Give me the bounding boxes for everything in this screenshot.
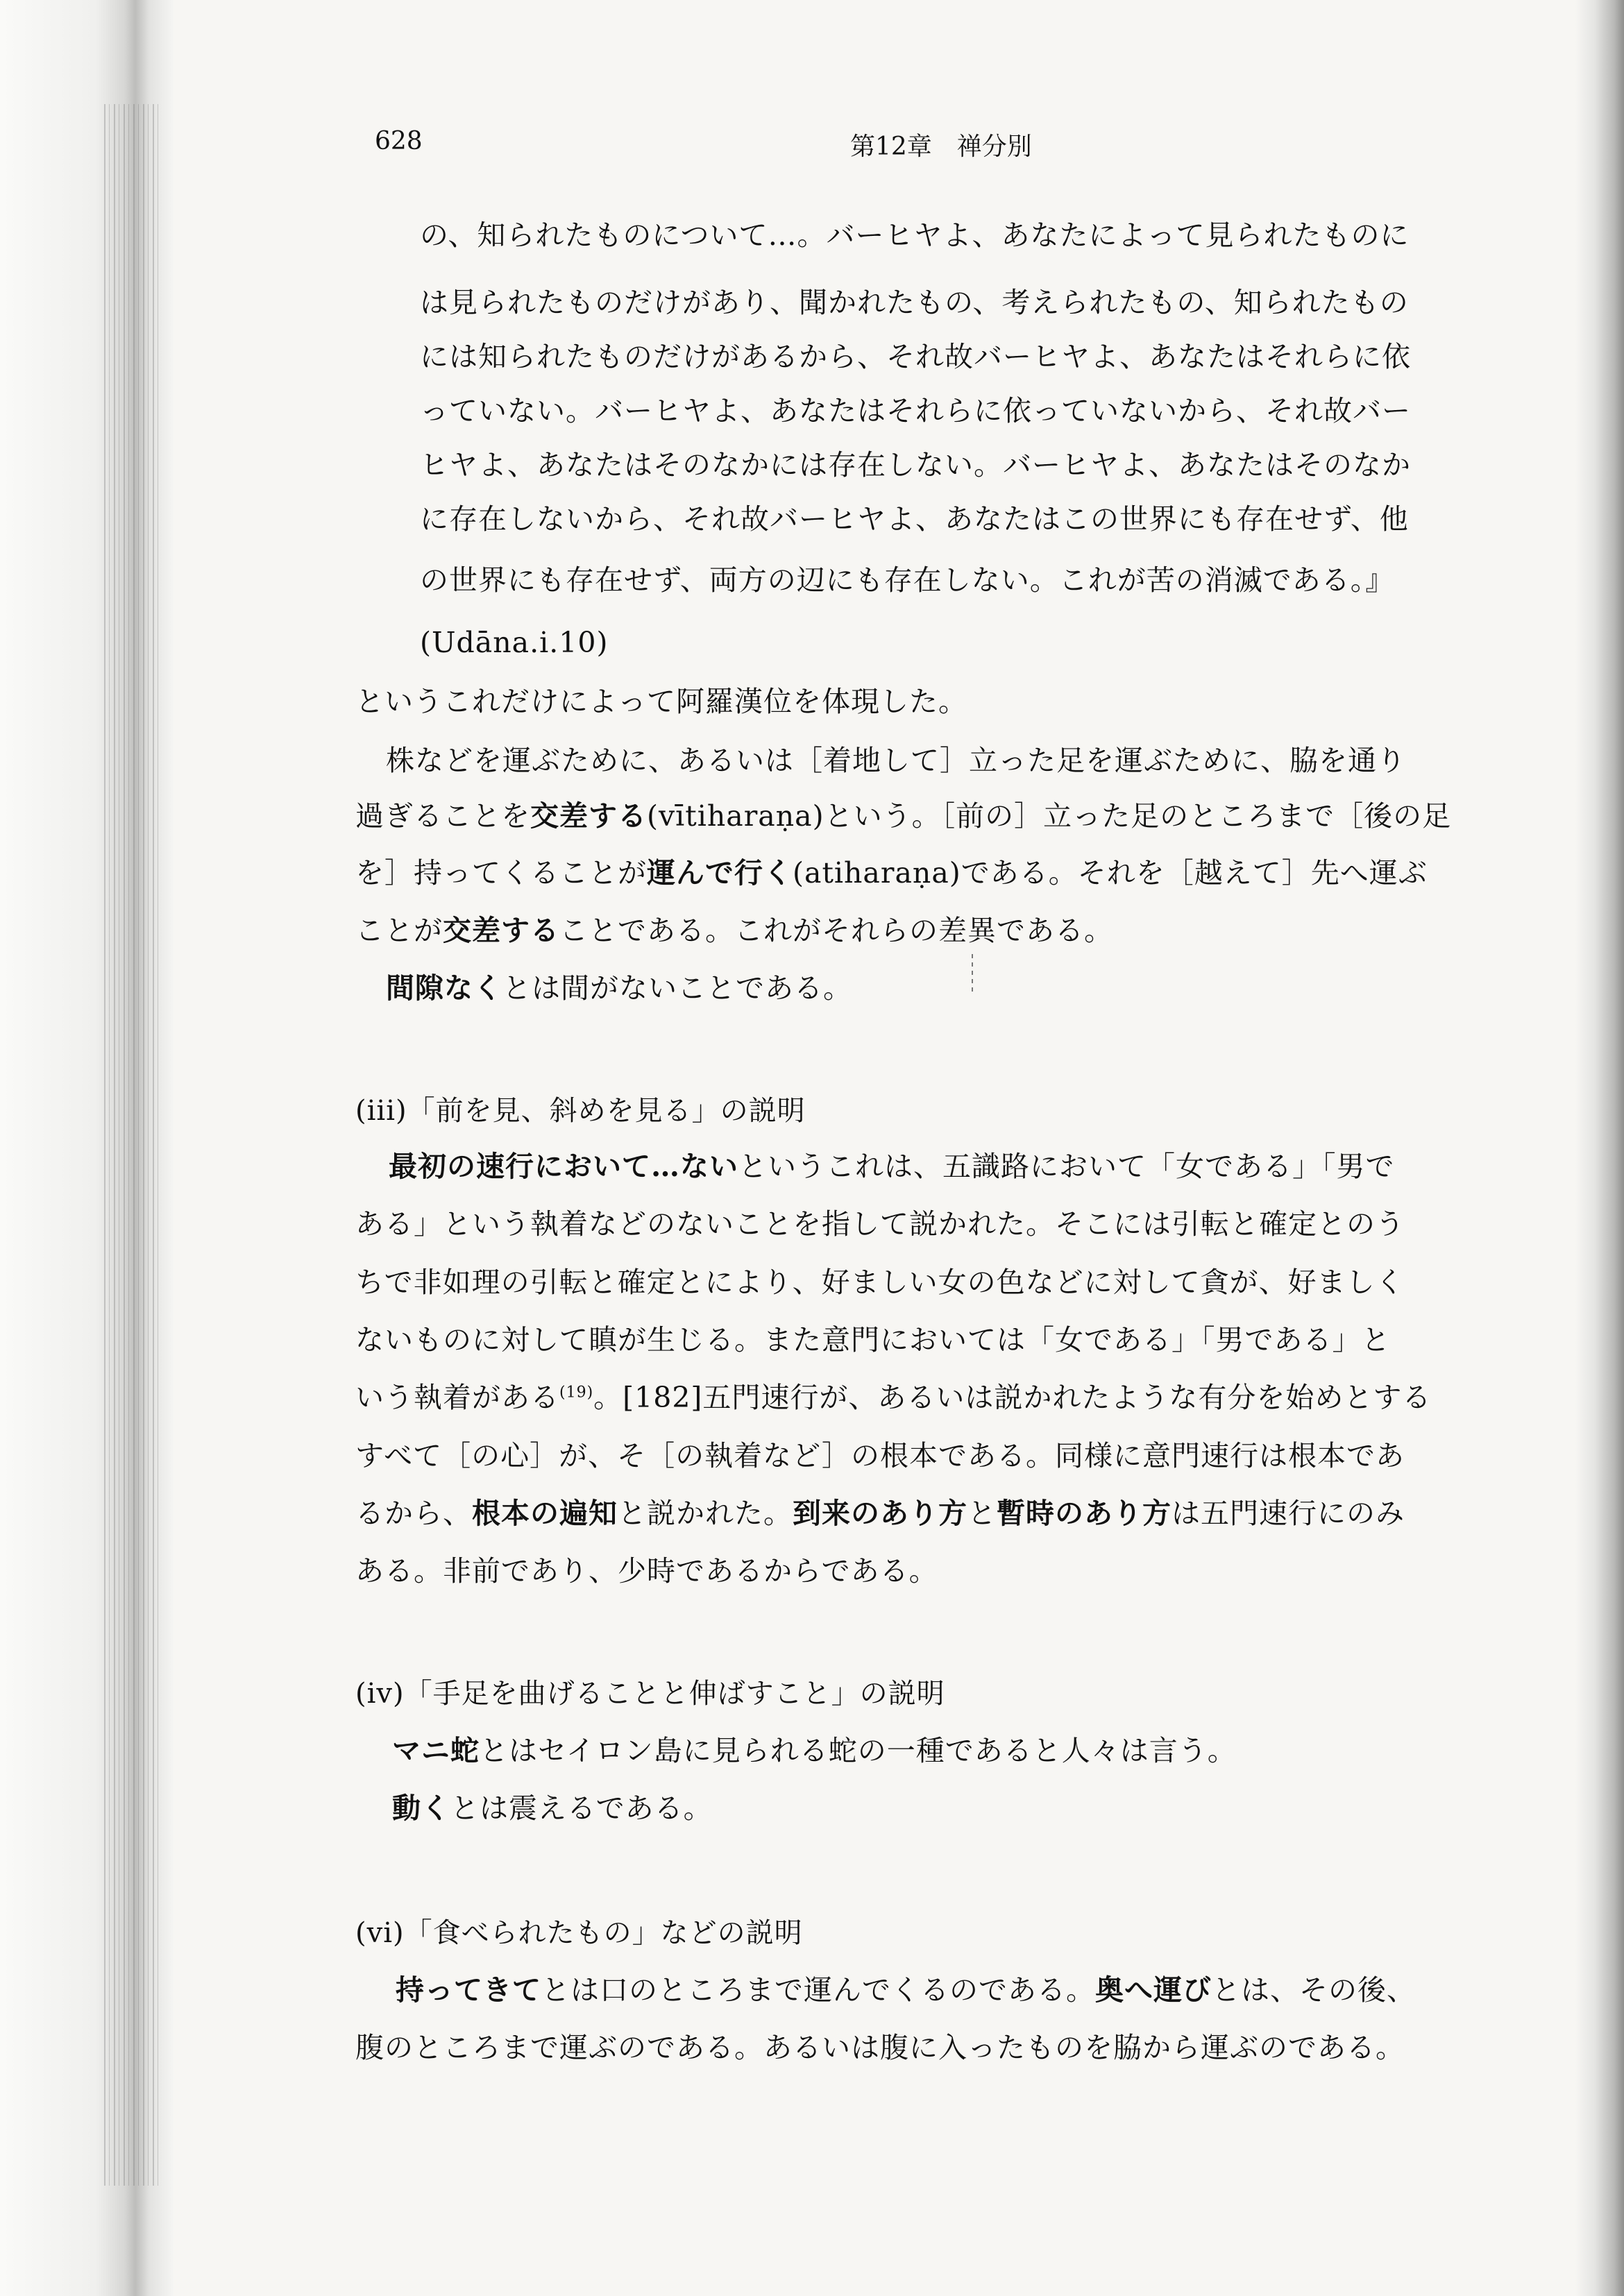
term-root-knowledge: 根本の遍知	[472, 1497, 618, 1530]
page-header	[375, 127, 1360, 169]
p2-text: (atiharaṇa)である。それを［越えて］先へ運ぶ	[793, 856, 1428, 890]
section-iii-line-3: ちで非如理の引転と確定とにより、好ましい女の色などに対して貪が、好ましく	[355, 1266, 1405, 1299]
quote-line-5: ヒヤよ、あなたはそのなかには存在しない。バーヒヤよ、あなたはそのなか	[420, 448, 1411, 482]
paragraph-3	[386, 963, 1574, 1013]
p2-text: 過ぎることを	[355, 799, 530, 833]
s3-text: というこれは、五識路において「女である」「男で	[738, 1150, 1395, 1183]
term-carrying-inward: 奥へ運び	[1095, 1973, 1212, 2007]
p2-text: (vītiharaṇa)という。［前の］立った足のところまで［後の足	[647, 799, 1452, 833]
quote-line-6: に存在しないから、それ故バーヒヤよ、あなたはこの世界にも存在せず、他	[420, 502, 1409, 536]
footnote-ref: (19)	[559, 1384, 594, 1402]
section-iii-line-6: すべて［の心］が、そ［の執着など］の根本である。同様に意門速行は根本であ	[355, 1439, 1405, 1472]
running-head-chapter: 第12章 禅分別	[850, 133, 1032, 161]
section-iii-heading: (iii)「前を見、斜めを見る」の説明	[355, 1095, 806, 1127]
term-first-javana: 最初の速行において…ない	[389, 1150, 738, 1183]
term-vitiharana: 交差する	[530, 799, 647, 833]
term-crossing: 交差する	[443, 914, 559, 947]
s3-text: と説かれた。	[618, 1497, 793, 1530]
s4-text: とは震えるである。	[450, 1792, 713, 1825]
term-bringing: 持ってきて	[396, 1973, 541, 2007]
section-iv-heading: (iv)「手足を曲げることと伸ばすこと」の説明	[355, 1678, 945, 1710]
page-number: 628	[375, 127, 423, 155]
section-vi-heading: (vi)「食べられたもの」などの説明	[355, 1917, 803, 1949]
p2-text: ことが	[355, 914, 443, 947]
term-uninterrupted: 間隙なく	[386, 971, 502, 1005]
term-atiharana: 運んで行く	[647, 856, 793, 890]
quote-line-7: の世界にも存在せず、両方の辺にも存在しない。これが苦の消滅である。』	[420, 563, 1395, 597]
section-iii-line-2: ある」という執着などのないことを指して説かれた。そこには引転と確定とのう	[355, 1207, 1405, 1241]
section-iv-line-1	[392, 1726, 1580, 1776]
p3-text: とは間がないことである。	[502, 971, 852, 1005]
quote-citation: (Udāna.i.10)	[420, 626, 609, 659]
section-iii-line-7	[355, 1488, 1543, 1538]
s3-text: るから、	[355, 1497, 472, 1530]
term-moves: 動く	[392, 1792, 450, 1825]
s4-text: とはセイロン島に見られる蛇の一種であると人々は言う。	[480, 1734, 1237, 1767]
term-arrival-mode: 到来のあり方	[793, 1497, 967, 1530]
term-temporary-mode: 暫時のあり方	[997, 1497, 1172, 1530]
p2-text: を］持ってくることが	[355, 856, 647, 890]
term-mani-snake: マニ蛇	[392, 1734, 480, 1767]
paragraph-2-line-3	[355, 848, 1543, 898]
section-iii-line-1	[389, 1141, 1577, 1191]
quote-line-1: の、知られたものについて…。バーヒヤよ、あなたによって見られたものに	[420, 219, 1410, 252]
s6-text: とは口のところまで運んでくるのである。	[541, 1973, 1095, 2007]
section-iii-line-8: ある。非前であり、少時であるからである。	[355, 1554, 938, 1588]
section-iii-line-4: ないものに対して瞋が生じる。また意門においては「女である」「男である」と	[355, 1323, 1391, 1357]
section-vi-line-1	[396, 1965, 1584, 2015]
s3-text: いう執着がある	[355, 1381, 559, 1414]
s3-text: は五門速行にのみ	[1172, 1497, 1405, 1530]
quote-line-4: っていない。バーヒヤよ、あなたはそれらに依っていないから、それ故バー	[420, 394, 1411, 427]
quote-line-3: には知られたものだけがあるから、それ故バーヒヤよ、あなたはそれらに依	[420, 340, 1411, 373]
s3-text: と	[967, 1497, 997, 1530]
section-iv-line-2	[392, 1783, 1580, 1833]
p2-text: ことである。これがそれらの差異である。	[559, 914, 1113, 947]
s3-text: 。[182]五門速行が、あるいは説かれたような有分を始めとする	[593, 1381, 1432, 1414]
s6-text: とは、その後、	[1212, 1973, 1416, 2007]
paragraph-2-line-4	[355, 905, 1543, 955]
paragraph-2-line-2	[355, 791, 1543, 841]
paragraph-1: というこれだけによって阿羅漢位を体現した。	[355, 685, 967, 718]
quote-line-2: は見られたものだけがあり、聞かれたもの、考えられたもの、知られたもの	[420, 286, 1409, 319]
section-iii-line-5	[355, 1372, 1543, 1422]
paragraph-2-line-1: 株などを運ぶために、あるいは［着地して］立った足を運ぶために、脇を通り	[386, 744, 1406, 777]
section-vi-line-2: 腹のところまで運ぶのである。あるいは腹に入ったものを脇から運ぶのである。	[355, 2031, 1405, 2064]
